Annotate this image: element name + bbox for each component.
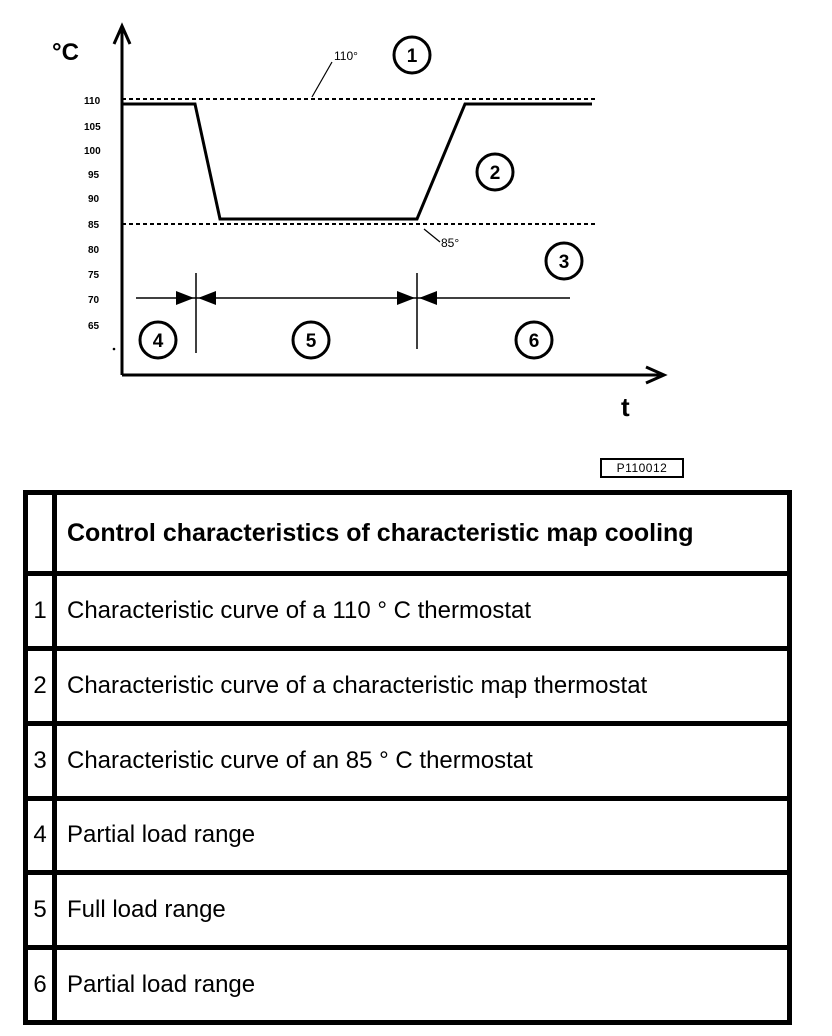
legend-row-text: Partial load range <box>55 948 790 1023</box>
x-axis-label: t <box>621 392 630 422</box>
thermostat-characteristic-diagram <box>0 0 832 490</box>
legend-row-text: Characteristic curve of a 110 ° C thermostat <box>55 574 790 649</box>
callout-3-number: 3 <box>558 252 570 273</box>
legend-row <box>26 574 790 649</box>
callout-5 <box>293 322 329 358</box>
y-tick-label: 65 <box>88 321 100 332</box>
legend-row-text: Characteristic curve of an 85 ° C thermostat <box>55 723 790 798</box>
callout-1-number: 1 <box>406 46 418 67</box>
callout-6 <box>516 322 552 358</box>
y-tick-label: 105 <box>84 122 101 133</box>
figure-reference-code: P110012 <box>600 458 684 478</box>
legend-row-number: 1 <box>26 574 55 649</box>
legend-row-text: Partial load range <box>55 798 790 873</box>
range-arrowhead <box>397 291 415 305</box>
y-axis-unit: °C <box>52 39 79 66</box>
legend-header-number <box>26 493 55 574</box>
y-tick-label: 110 <box>84 96 101 107</box>
range-arrowhead <box>419 291 437 305</box>
legend-row-text: Full load range <box>55 873 790 948</box>
legend-row <box>26 873 790 948</box>
y-tick-label: 85 <box>88 220 100 231</box>
callout-3 <box>546 243 582 279</box>
leader-85 <box>424 229 440 242</box>
y-tick-dot <box>113 348 116 351</box>
legend-row-number: 6 <box>26 948 55 1023</box>
range-arrowhead <box>198 291 216 305</box>
callout-5-number: 5 <box>305 331 317 352</box>
legend-header-title: Control characteristics of characteristic map cooling <box>55 493 790 574</box>
y-tick-label: 100 <box>84 146 101 157</box>
callout-4 <box>140 322 176 358</box>
legend-row <box>26 948 790 1023</box>
y-tick-label: 80 <box>88 245 100 256</box>
legend-row <box>26 723 790 798</box>
callout-1 <box>394 37 430 73</box>
legend-row <box>26 648 790 723</box>
legend-table <box>23 490 792 1025</box>
leader-110 <box>312 62 332 97</box>
legend-row-number: 3 <box>26 723 55 798</box>
map-thermostat-curve <box>122 104 592 219</box>
y-tick-label: 90 <box>88 194 100 205</box>
callout-2 <box>477 154 513 190</box>
legend-row-number: 5 <box>26 873 55 948</box>
range-arrowhead <box>176 291 194 305</box>
legend-row-number: 4 <box>26 798 55 873</box>
diagram-canvas <box>0 0 832 490</box>
label-85: 85° <box>441 236 460 250</box>
y-tick-label: 95 <box>88 170 100 181</box>
y-tick-label: 70 <box>88 295 100 306</box>
callout-6-number: 6 <box>528 331 540 352</box>
y-tick-label: 75 <box>88 270 100 281</box>
callout-2-number: 2 <box>489 163 501 184</box>
label-110: 110° <box>334 49 358 63</box>
callout-4-number: 4 <box>152 331 164 352</box>
legend-header-row <box>26 493 790 574</box>
legend-row <box>26 798 790 873</box>
legend-row-text: Characteristic curve of a characteristic map thermostat <box>55 648 790 723</box>
legend-row-number: 2 <box>26 648 55 723</box>
